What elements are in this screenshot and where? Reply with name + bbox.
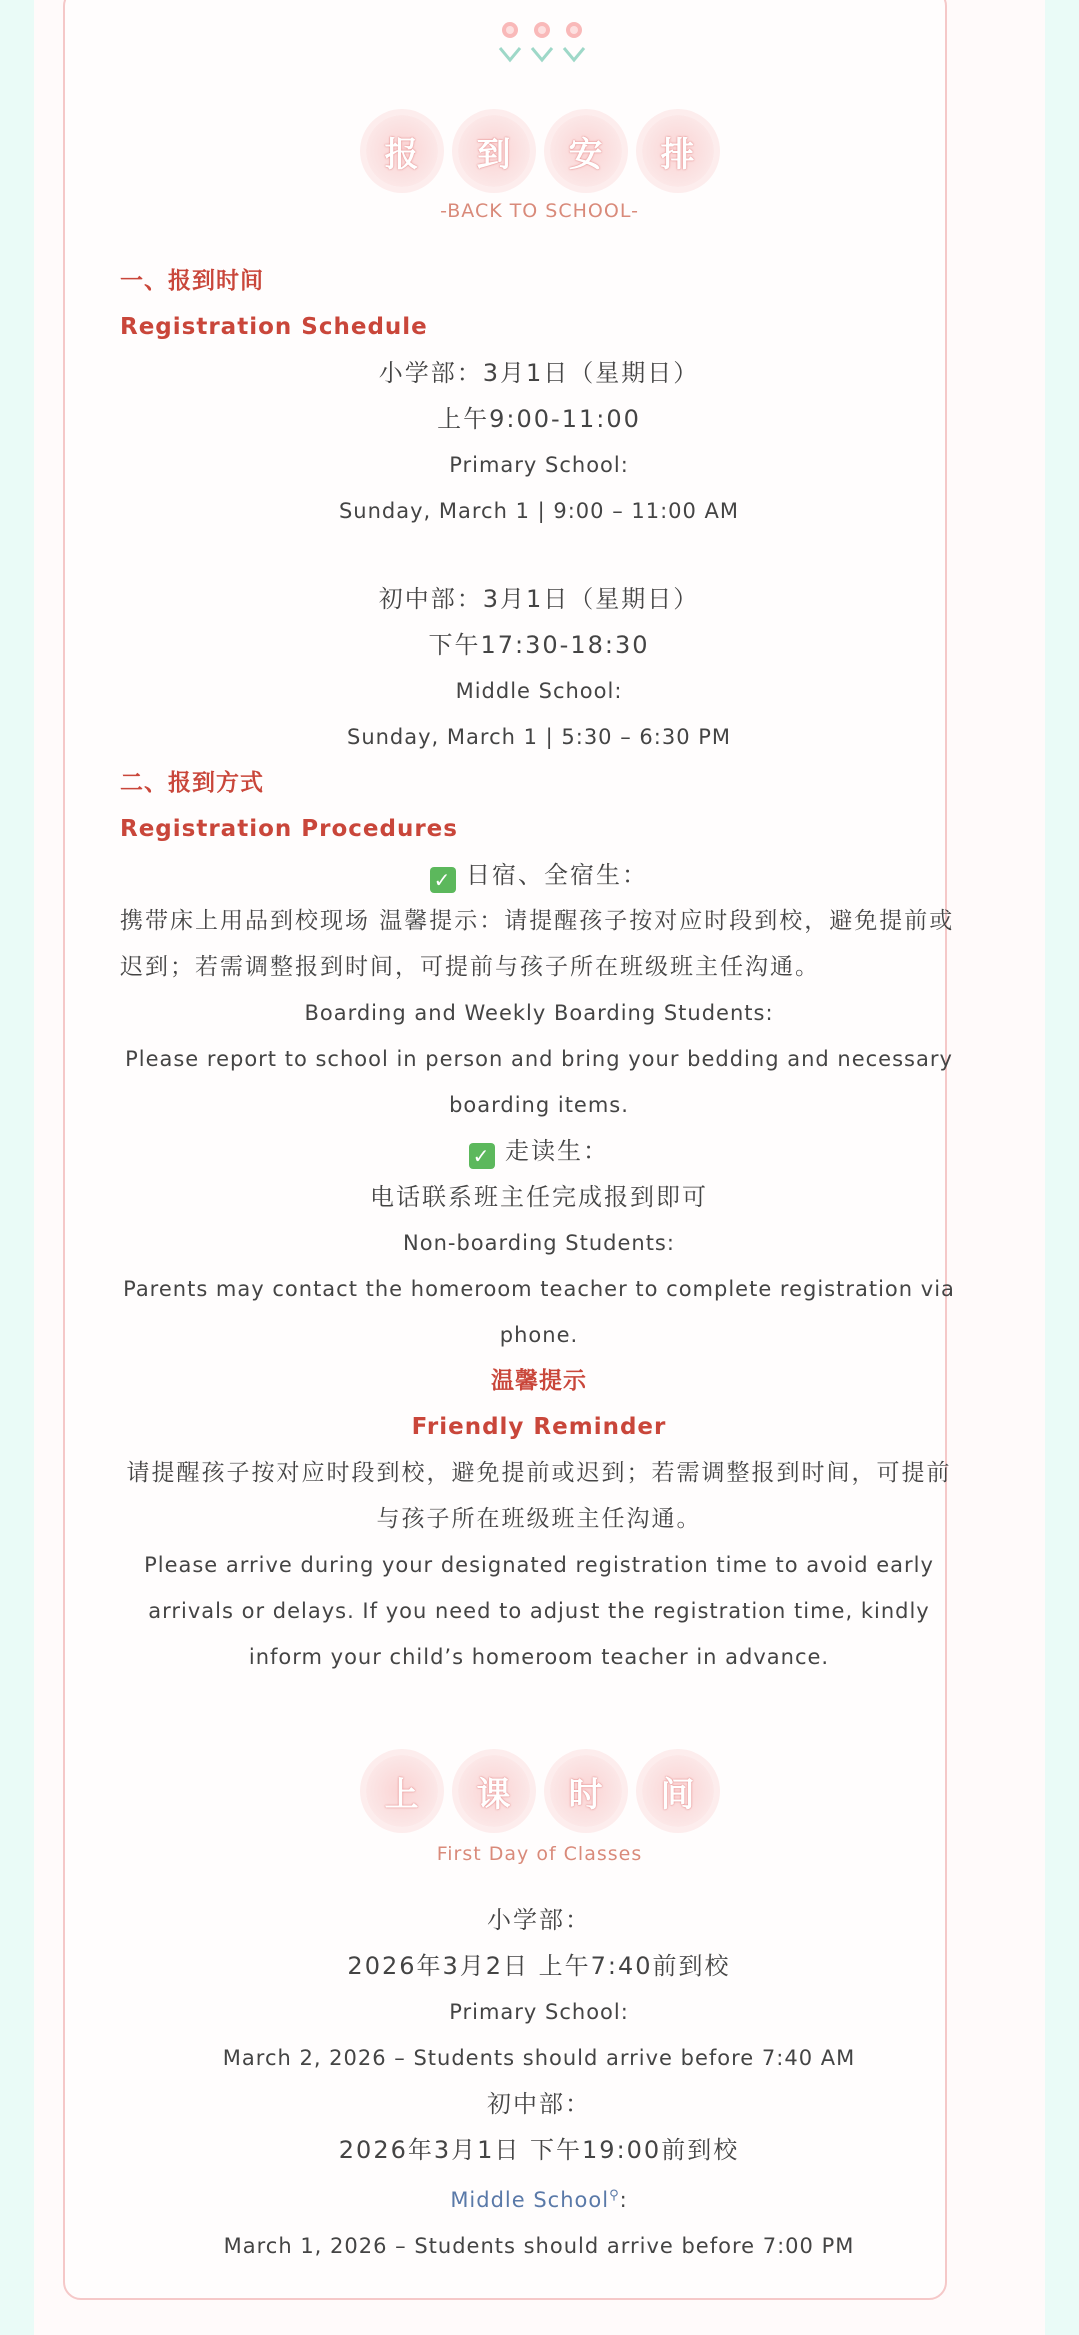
day-desc-cn: 电话联系班主任完成报到即可 [370, 1183, 708, 1211]
reminder-heading-cn: 温馨提示 [491, 1368, 587, 1394]
day-label-text: 走读生： [505, 1137, 609, 1165]
check-mark-icon: ✓ [469, 1143, 495, 1169]
reminder-heading-en: Friendly Reminder [411, 1414, 667, 1440]
boarding-label-cn [120, 852, 958, 898]
heading-registration-method-cn: 二、报到方式 [120, 770, 264, 796]
registration-content [120, 258, 958, 1680]
title-char: 时 [550, 1755, 622, 1827]
section-title-registration [0, 115, 1079, 187]
section-subtitle: First Day of Classes [436, 1843, 643, 1865]
day-desc-en: Parents may contact the homeroom teacher to complete registration via phone. [123, 1277, 955, 1347]
title-char: 报 [366, 115, 438, 187]
class-middle-time-en: March 1, 2026 – Students should arrive before 7:00 PM [223, 2234, 855, 2258]
day-label-cn [120, 1128, 958, 1174]
reminder-desc-en: Please arrive during your designated registration time to avoid early arrivals or delays. If you need to adjust the registration time, kindly inform your child’s homeroom teacher in advance. [144, 1553, 934, 1669]
middle-date-cn: 初中部：3月1日（星期日） [378, 585, 700, 613]
title-char: 上 [366, 1755, 438, 1827]
label-suffix: : [619, 2188, 628, 2212]
class-primary-time-en: March 2, 2026 – Students should arrive before 7:40 AM [222, 2046, 856, 2070]
class-middle-label-cn: 初中部： [487, 2090, 591, 2118]
class-primary-time-cn: 2026年3月2日 上午7:40前到校 [347, 1952, 731, 1980]
title-char: 课 [458, 1755, 530, 1827]
middle-time-en: Sunday, March 1 | 5:30 – 6:30 PM [346, 725, 732, 749]
section-title-classes [0, 1755, 1079, 1827]
class-primary-label-en: Primary School: [449, 2000, 629, 2024]
title-char: 间 [642, 1755, 714, 1827]
primary-label-en: Primary School: [449, 453, 629, 477]
flower-trio-icon [492, 18, 592, 70]
classes-content [120, 1897, 958, 2269]
reminder-desc-cn: 请提醒孩子按对应时段到校，避免提前或迟到；若需调整报到时间，可提前与孩子所在班级班主任沟通。 [126, 1460, 952, 1532]
primary-time-en: Sunday, March 1 | 9:00 – 11:00 AM [338, 499, 740, 523]
middle-time-cn: 下午17:30-18:30 [428, 631, 650, 659]
middle-school-link[interactable]: Middle School [450, 2188, 610, 2212]
primary-date-cn: 小学部：3月1日（星期日） [378, 359, 700, 387]
boarding-desc-en: Please report to school in person and bring your bedding and necessary boarding items. [125, 1047, 953, 1117]
middle-label-en: Middle School: [455, 679, 623, 703]
title-char: 到 [458, 115, 530, 187]
heading-registration-time-cn: 一、报到时间 [120, 268, 264, 294]
heading-registration-method-en: Registration Procedures [120, 816, 458, 842]
check-mark-icon: ✓ [430, 867, 456, 893]
primary-time-cn: 上午9:00-11:00 [437, 405, 641, 433]
boarding-desc-cn: 携带床上用品到校现场 温馨提示：请提醒孩子按对应时段到校，避免提前或迟到；若需调整报到时间，可提前与孩子所在班级班主任沟通。 [120, 908, 955, 980]
class-middle-time-cn: 2026年3月1日 下午19:00前到校 [338, 2136, 740, 2164]
title-char: 安 [550, 115, 622, 187]
day-label-en: Non-boarding Students: [403, 1231, 675, 1255]
section-subtitle: -BACK TO SCHOOL- [440, 200, 639, 222]
spacer [120, 534, 958, 576]
boarding-label-text: 日宿、全宿生： [466, 861, 648, 889]
class-primary-label-cn: 小学部： [487, 1906, 591, 1934]
title-char: 排 [642, 115, 714, 187]
heading-registration-time-en: Registration Schedule [120, 314, 428, 340]
boarding-label-en: Boarding and Weekly Boarding Students: [304, 1001, 774, 1025]
search-icon[interactable]: ⚲ [609, 2188, 620, 2203]
class-middle-label-en [120, 2173, 958, 2223]
